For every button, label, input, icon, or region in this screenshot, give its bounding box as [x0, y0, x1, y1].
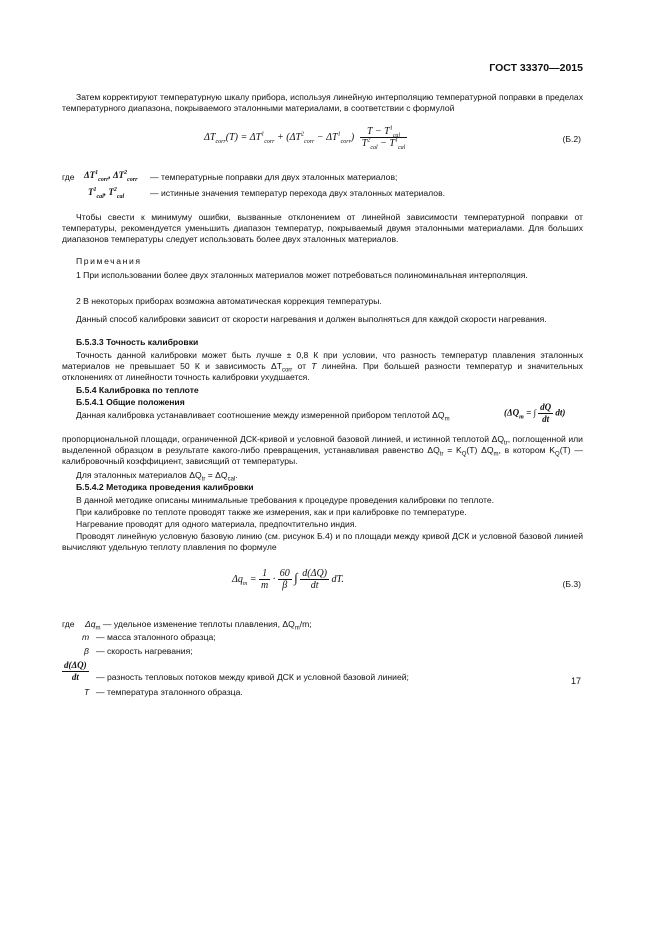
standard-header: ГОСТ 33370—2015 — [489, 62, 583, 74]
method-p1: В данной методике описаны минимальные требования к процедуре проведения калибровки по теплоте. — [76, 495, 495, 505]
where-item-temperature: — температура эталонного образца. — [96, 687, 243, 697]
paragraph-accuracy: Точность данной калибровки может быть лучше ± 0,8 К при условии, что разность температур плавления эталонных материалов не превышает 50 К и зависимость $\Delta T_{corr}$ от T линейна. При большей разности температур и значительных отклонениях от линейности точность калибровки ухудшается. — [62, 350, 583, 382]
symbol-dqm-integral: ($\Delta Q_m$ = ∫ $\frac{dQ}{dt}$ dt) — [504, 402, 566, 424]
note-2: 2 В некоторых приборах возможна автоматическая коррекция температуры. — [76, 296, 382, 306]
notes-title: Примечания — [76, 256, 142, 266]
where-item-heating-rate: — скорость нагревания; — [96, 646, 193, 656]
symbol-beta: β — [84, 646, 89, 656]
note-1: 1 При использовании более двух эталонных материалов может потребоваться полиноминальная интерполяция. — [76, 270, 528, 280]
formula-b3: $\Delta q_m$ = $\frac{1}{m}$ · $\frac{60}{\beta}$ ∫ $\frac{d(\Delta Q)}{dt}$ dT. — [232, 568, 344, 591]
paragraph-intro: Затем корректируют температурную шкалу прибора, используя линейную интерполяцию температурной поправки в пределах температурного диапазона, покрываемого эталонными материалами, в соответствии с формулой — [62, 92, 583, 113]
general-line-1: Данная калибровка устанавливает соотношение между измеренной прибором теплотой $\Delta Q_m$ — [76, 410, 450, 423]
where-item-heat-flow: — разность тепловых потоков между кривой ДСК и условной базовой линией; — [96, 672, 409, 682]
formula-b2: $\Delta T_{corr}(T) = \Delta T^1_{corr} + (\Delta T^2_{corr} - \Delta T^1_{corr})$ $\frac{T - T^1_{cal}}{T^2_{cal} - T^1_{cal}}$ — [204, 125, 406, 151]
symbol-delta-t-corr: $\Delta T^1_{corr}$, $\Delta T^2_{corr}$ — [84, 170, 138, 183]
heading-b541: Б.5.4.1 Общие положения — [76, 397, 185, 407]
method-p2: При калибровке по теплоте проводят также же измерения, как и при калибровке по температуре. — [76, 507, 467, 517]
where-label-2: где — [62, 619, 75, 629]
general-paragraph: пропорциональной площади, ограниченной ДСК-кривой и условной базовой линией, и истинной теплотой $\Delta Q_{tr}$, поглощенной или выделенной образцом в результате какого-либо превращения, устанавливая равенство $\Delta Q_{tr} = K_Q(T)$ $\Delta Q_m$, в котором $K_Q(T)$ — калибровочный коэффициент, зависящий от температуры. — [62, 434, 584, 466]
heading-b533: Б.5.3.3 Точность калибровки — [76, 337, 199, 347]
paragraph-minimize-errors: Чтобы свести к минимуму ошибки, вызванные отклонением от линейной зависимости температурной поправки от температуры, рекомендуется уменьшить диапазон температур, покрываемый двумя эталонными материалами. Для больших диапазонов температуры следует использовать более двух эталонных материалов. — [62, 212, 583, 244]
where-item-corrections: — температурные поправки для двух эталонных материалов; — [150, 172, 398, 182]
heading-b542: Б.5.4.2 Методика проведения калибровки — [76, 482, 254, 492]
symbol-t-cal: $T^1_{cal}$, $T^2_{cal}$ — [88, 187, 125, 200]
where-item-mass: — масса эталонного образца; — [96, 632, 216, 642]
where-item-dqm: $\Delta q_m$ — удельное изменение теплоты плавления, $\Delta Q_m/m$; — [85, 619, 312, 632]
reference-equality: Для эталонных материалов $\Delta Q_{tr} = \Delta Q_{cal}$. — [76, 470, 238, 483]
paragraph-heating-rate: Данный способ калибровки зависит от скорости нагревания и должен выполняться для каждой скорости нагревания. — [76, 314, 547, 324]
heading-b54: Б.5.4 Калибровка по теплоте — [76, 385, 199, 395]
formula-b3-number: (Б.3) — [562, 579, 581, 589]
page-number: 17 — [570, 676, 581, 686]
where-label-1: где — [62, 172, 75, 182]
symbol-t: T — [84, 687, 90, 697]
symbol-dq-dt: $\frac{d(\Delta Q)}{dt}$ — [64, 660, 87, 682]
formula-b2-number: (Б.2) — [562, 134, 581, 144]
where-item-true-temps: — истинные значения температур перехода двух эталонных материалов. — [150, 188, 446, 198]
method-p3: Нагревание проводят для одного материала, предпочтительно индия. — [76, 519, 357, 529]
symbol-m: m — [82, 632, 90, 642]
method-p4: Проводят линейную условную базовую линию (см. рисунок Б.4) и по площади между кривой ДСК и условной базовой линией вычисляют удельную теплоту плавления по формуле — [62, 531, 583, 552]
